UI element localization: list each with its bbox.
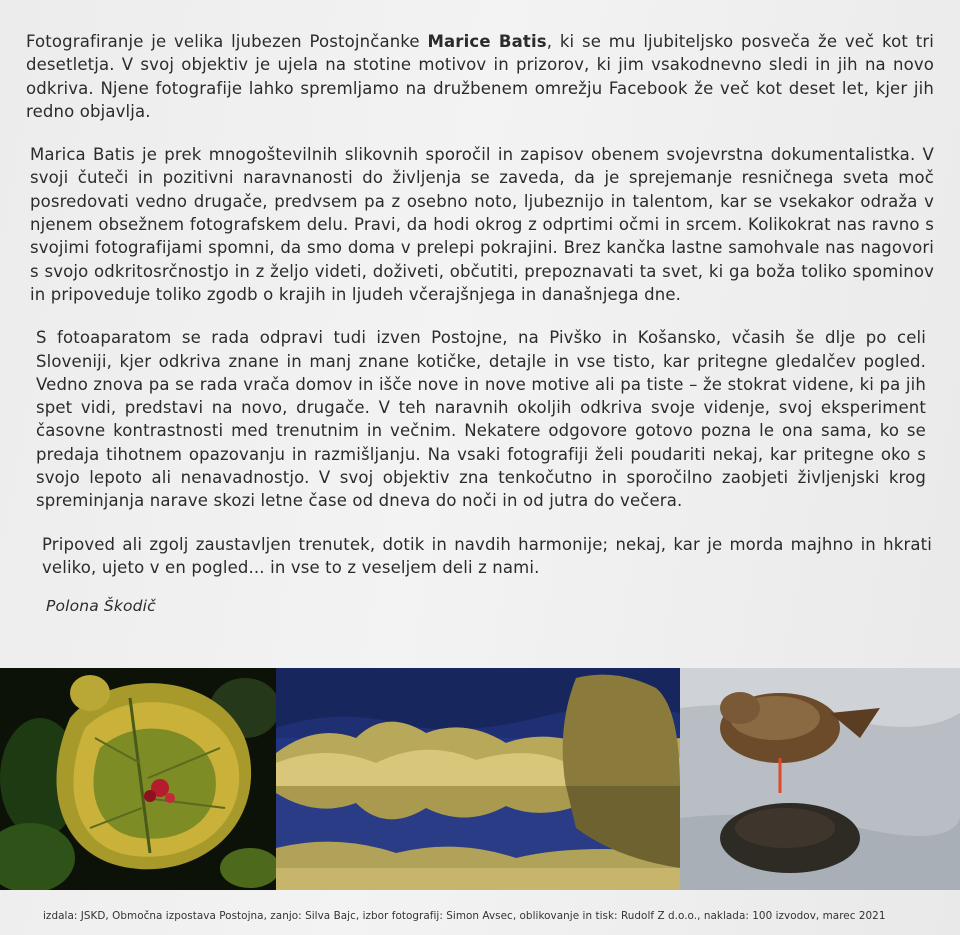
paragraph-4: Pripoved ali zgolj zaustavljen trenutek, dotik in navdih harmonije; nekaj, kar je morda majhno in hkrati veliko, ujeto v en pogled... in vse to z veseljem deli z nami. — [42, 534, 932, 577]
credits-line: izdala: JSKD, Območna izpostava Postojna, zanjo: Silva Bajc, izbor fotografij: Simon Avsec, oblikovanje in tisk: Rudolf Z d.o.o., naklada: 100 izvodov, marec 2021 — [43, 910, 886, 922]
paragraph-3: S fotoaparatom se rada odpravi tudi izven Postojne, na Pivško in Košansko, včasih še dlje po celi Sloveniji, kjer odkriva znane in manj znane kotičke, detajle in vse tisto, kar pritegne gledalčev pogled. Vedno znova pa se rada vrača domov in išče nove in nove motive ali pa tiste – že stokrat videne, ki pa jih spet vidi, predstavi na novo, drugače. V teh naravnih okoljih odkriva svoje videnje, svoj eksperiment časovne kontrastnosti med trenutnim in večnim. Nekatere odgovore gotovo pozna le ona sama, ko se predaja tihotnem opazovanju in razmišljanju. Na vsaki fotografiji želi poudariti nekaj, kar pritegne oko s svojo lepoto ali nenavadnostjo. V svoj objektiv zna tenkočutno in sporočilno zaobjeti življenjski krog spreminjanja narave skozi letne čase od dneva do noči in od jutra do večera. — [36, 328, 926, 511]
article-text — [26, 30, 934, 619]
paragraph-1-start: Fotografiranje je velika ljubezen Postojnčanke — [26, 32, 428, 51]
paragraph-1-end: , ki se mu ljubiteljsko posveča že več kot tri desetletja. V svoj objektiv je ujela na stotine motivov in prizorov, ki jim vsakodnevno sledi in jih na novo odkriva. Njene fotografije lahko spremljamo na družbenem omrežju Facebook že več kot deset let, kjer jih redno objavlja. — [26, 32, 934, 121]
paragraph-1 — [26, 30, 934, 123]
photo-strip — [0, 668, 960, 890]
lake-reflection-photo — [276, 668, 680, 890]
leaf-photo — [0, 668, 276, 890]
duck-photo — [680, 668, 960, 890]
author-signature: Polona Škodič — [46, 597, 156, 616]
paragraph-2: Marica Batis je prek mnogoštevilnih slikovnih sporočil in zapisov obenem svojevrstna dokumentalistka. V svoji čuteči in pozitivni naravnanosti do življenja se zaveda, da je sprejemanje resničnega sveta moč posredovati vedno drugače, predvsem pa z osebno noto, ljubeznijo in talentom, kar se vsekakor odraža v njenem obsežnem fotografskem delu. Pravi, da hodi okrog z odprtimi očmi in srcem. Kolikokrat nas ravno s svojimi fotografijami spomni, da smo doma v prelepi pokrajini. Brez kančka lastne samohvale nas nagovori s svojo odkritosrčnostjo in z željo videti, doživeti, občutiti, prepoznavati ta svet, ki ga boža toliko spominov in pripoveduje toliko zgodb o krajih in ljudeh včerajšnjega in današnjega dne. — [30, 145, 934, 304]
photographer-name: Marice Batis — [427, 32, 547, 51]
